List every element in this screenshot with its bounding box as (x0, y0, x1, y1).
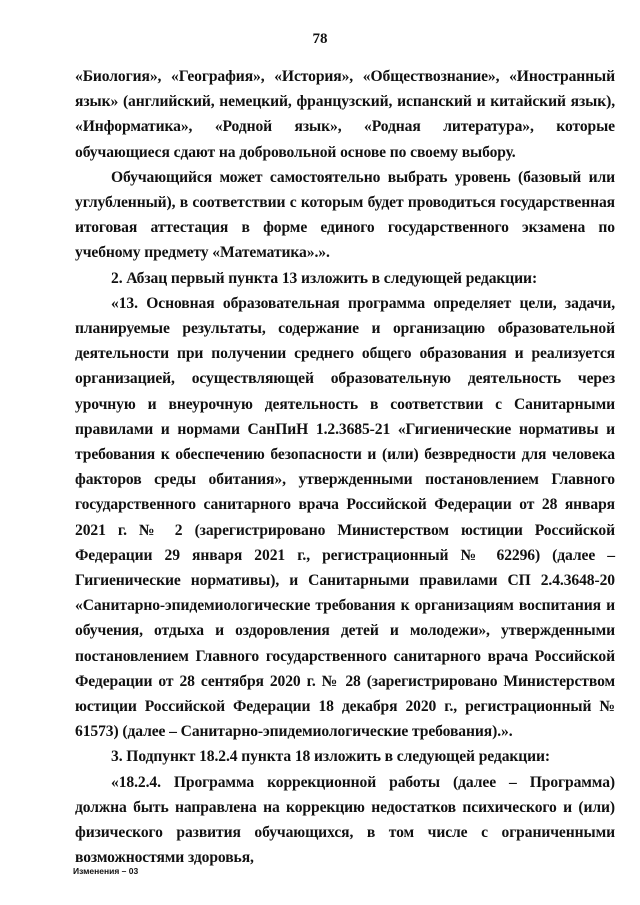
paragraph-math-level: Обучающийся может самостоятельно выбрать уровень (базовый или углубленный), в соответствии с которым будет проводиться государственная итоговая аттестация в форме единого государственного экзамена по учебному предмету «Математика».». (75, 168, 615, 262)
document-body (75, 64, 615, 871)
paragraph-point-18-2-4: «18.2.4. Программа коррекционной работы (далее – Программа) должна быть направлена на коррекцию недостатков психического и (или) физического развития обучающихся, в том числе с ограниченными возможностями здоровья, (75, 773, 615, 867)
paragraph-amendment-3: 3. Подпункт 18.2.4 пункта 18 изложить в следующей редакции: (111, 748, 551, 766)
paragraph-subjects-list: «Биология», «География», «История», «Обществознание», «Иностранный язык» (английский, немецкий, французский, испанский и китайский язык), «Информатика», «Родной язык», «Родная литература», которые обучающиеся сдают на добровольной основе по своему выбору. (75, 68, 615, 161)
page-number: 78 (312, 31, 328, 47)
footer-revision-code: Изменения – 03 (73, 866, 139, 876)
paragraph-amendment-2: 2. Абзац первый пункта 13 изложить в следующей редакции: (111, 269, 538, 287)
paragraph-point-13: «13. Основная образовательная программа определяет цели, задачи, планируемые результаты, содержание и организацию образовательной деятельности при получении среднего общего образования и реализуется организацией, осуществляющей образовательную деятельность через урочную и внеурочную деятельность в соответствии с Санитарными правилами и нормами СанПиН 1.2.3685-21 «Гигиенические нормативы и требования к обеспечению безопасности и (или) безвредности для человека факторов среды обитания», утвержденными постановлением Главного государственного санитарного врача Российской Федерации от 28 января 2021 г. № 2 (зарегистрировано Министерством юстиции Российской Федерации 29 января 2021 г., регистрационный № 62296) (далее – Гигиенические нормативы), и Санитарными правилами СП 2.4.3648-20 «Санитарно-эпидемиологические требования к организациям воспитания и обучения, отдыха и оздоровления детей и молодежи», утвержденными постановлением Главного государственного санитарного врача Российской Федерации от 28 сентября 2020 г. № 28 (зарегистрировано Министерством юстиции Российской Федерации 18 декабря 2020 г., регистрационный № 61573) (далее – Санитарно-эпидемиологические требования).». (75, 294, 615, 741)
